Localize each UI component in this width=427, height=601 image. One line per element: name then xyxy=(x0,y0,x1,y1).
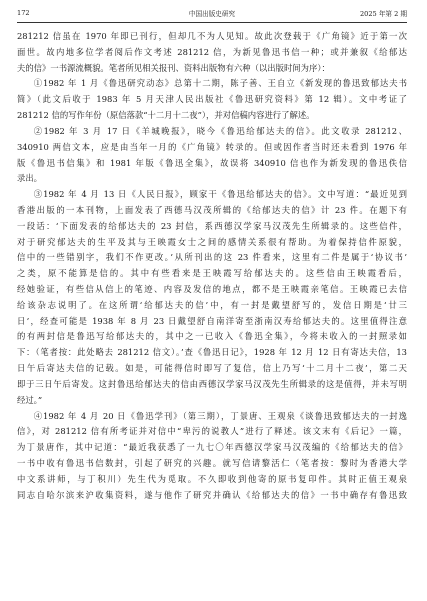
text-line: 夫的信》一书源流概貌。笔者所见相关报刊、资料出版物有六种（以出版时间为序）： xyxy=(17,62,330,73)
text-line: 即于三日午后寄发。这封鲁迅给郁达夫的信由西德汉学家马汉茂先生所辑录的这是值得，并未写明 xyxy=(17,378,407,389)
text-line: 面世。故内地多位学者阅后作文考述 281212 信，为新见鲁迅书信一种；或并兼叙《给郁达 xyxy=(17,46,407,57)
text-line: 281212 信虽在 1970 年即已刊行，但却几不为人见知。故此次登载于《广角镜》近于第一次 xyxy=(17,31,407,41)
text-line: 之类，原不能算是信的。其中有些看来是王映霞写给郁达夫的。这些信由王映霞看后， xyxy=(17,268,407,279)
text-line: 同志自哈尔滨来沪收集资料，遂与他作了研究并确认《给郁达夫的信》一书中确存有鲁迅致 xyxy=(17,489,407,500)
text-line: ②1982 年 3 月 17 日《羊城晚报》，晓今《鲁迅给郁达夫的信》。此文收录 281212、 xyxy=(33,125,407,136)
text-line: 版《鲁迅书信集》和 1981 年版《鲁迅全集》，故误将 340910 信也作为新发现的鲁迅佚信 xyxy=(17,157,407,168)
text-line: 281212 信的写作年份（原信落款“十二月十二夜”），并对信稿内容进行了解述。 xyxy=(17,110,315,121)
text-line: 经过。” xyxy=(17,394,43,405)
text-line: 一书中收有鲁迅书信数封，引起了研究的兴趣。就写信请黎活仁（笔者按：黎时为香港大学 xyxy=(17,457,407,468)
text-line: 信中的一些错别字，我们不作更改。’从所刊出的这 23 件看来，这里有二件是属于‘协议书’ xyxy=(17,252,407,263)
page-number: 172 xyxy=(17,9,30,17)
text-line: 香港出版的一本刊物，上面发表了西德马汉茂所辑的《给郁达夫的信》计 23 件。在题下有 xyxy=(17,204,407,215)
text-line: 日’，经查可能是 1938 年 8 月 23 日戴望舒自南洋寄至浙南汉寿给郁达夫的。这里值得注意 xyxy=(17,315,407,326)
text-line: 中文系讲师，与丁积川）先生代为觅取。不久即收到他寄的原书复印件。其时正值王观泉 xyxy=(17,473,407,484)
article-body xyxy=(17,29,407,503)
issue-label: 2025 年第 2 期 xyxy=(359,10,407,18)
header-rule xyxy=(17,22,407,23)
text-line: 日午后寄达夫信的记载。如是，可能得信时即写了复信，信上乃写‘十二月十二夜’，第二天 xyxy=(17,363,407,374)
text-line: 一段话：‘下面发表的给郁达夫的 23 封信，系西德汉学家马汉茂先生所辑录的。这些信件， xyxy=(17,220,407,231)
page-header xyxy=(17,6,407,20)
text-line: ③1982 年 4 月 13 日《人民日报》，顾家干《鲁迅给郁达夫的信》。文中写道：“最近见到 xyxy=(33,189,407,200)
text-line: ④1982 年 4 月 20 日《鲁迅学刊》（第三期），丁景唐、王观泉《谈鲁迅致郁达夫的一封逸 xyxy=(33,410,407,421)
text-line: 下：（笔者按：此处略去 281212 信文）。’查《鲁迅日记》，1928 年 12 月 12 日有寄达夫信，13 xyxy=(17,347,407,358)
text-line: 为丁景唐作，其中记道：“最近我获悉了一九七〇年西德汉学家马汉茂编的《给郁达夫的信》 xyxy=(17,442,407,453)
text-line: 经她验证，有些信从信上的笔迹、内容及发信的地点，都不是王映霞亲笔信。王映霞已去信 xyxy=(17,284,407,294)
text-line: 录出。 xyxy=(17,173,43,184)
text-line: ①1982 年 1 月《鲁迅研究动态》总第十二期，陈子善、王自立《新发现的鲁迅致郁达夫书 xyxy=(33,78,407,89)
journal-title: 中国出版史研究 xyxy=(188,10,236,18)
text-line: 对于研究郁达夫的生平及其与王映霞女士之间的感情关系很有帮助。为着保持信件原貌， xyxy=(17,236,407,247)
text-line: 简》（此文后收于 1983 年 5 月天津人民出版社《鲁迅研究资料》第 12 辑）。文中考证了 xyxy=(17,94,407,105)
text-line: 340910 两信文本，应是由当年一月的《广角镜》转录的。但或因作者当时还未看到 1976 年 xyxy=(17,141,407,152)
text-line: 给该杂志说明了。在这所谓‘给郁达夫的信’中，有一封是戴望舒写的，发信日期是‘廿三 xyxy=(17,299,407,310)
text-line: 的有两封信是鲁迅写给郁达夫的，其中之一已收入《鲁迅全集》，今将未收入的一封照录如 xyxy=(17,331,407,342)
text-line: 信》，对 281212 信有所考证并对信中“卑污的说教人”进行了释述。该文末有《后记》一篇， xyxy=(17,426,407,437)
